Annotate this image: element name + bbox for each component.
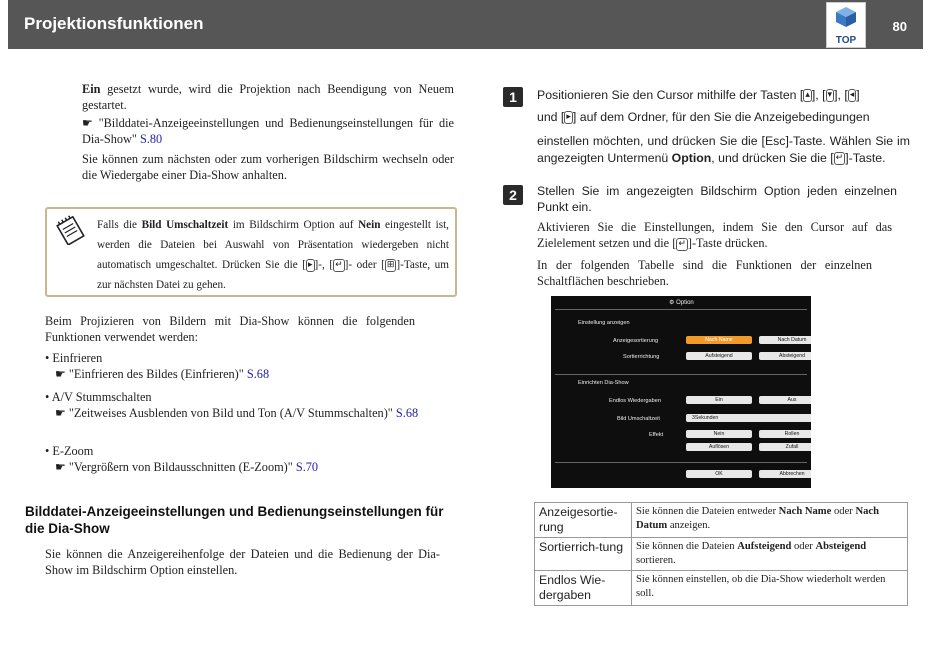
step-text: Positionieren Sie den Cursor mithilfe der Tasten [ ▴ ], [ ▾ ], [ ◂ ] und [ ▸ ] auf dem Ordner, für den Sie die Anzeigebedingungen <box>537 88 870 124</box>
paragraph: Sie können zum nächsten oder zum vorherigen Bildschirm wechseln oder die Wiedergabe einer Dia-Show anhalten. <box>82 152 454 182</box>
cross-reference <box>82 115 454 147</box>
page-link[interactable]: S.70 <box>295 460 319 474</box>
right-arrow-key-icon: ▸ <box>566 112 571 123</box>
page-title: Projektionsfunktionen <box>24 14 204 33</box>
page-down-key-icon: ⊞ <box>386 259 395 270</box>
cube-icon <box>835 6 857 28</box>
paragraph: In der folgenden Tabelle sind die Funktionen der einzelnen Schaltflächen beschrieben. <box>537 258 872 288</box>
top-label: TOP <box>835 35 857 46</box>
enter-key-icon: ↵ <box>335 259 343 270</box>
section-label: Einrichten Dia-Show <box>578 380 629 386</box>
table-value: Sie können einstellen, ob die Dia-Show wiederholt werden soll. <box>632 571 908 606</box>
option-button[interactable]: Auflösen <box>686 443 752 451</box>
ok-button[interactable]: OK <box>686 470 752 478</box>
top-link[interactable] <box>826 2 866 48</box>
right-arrow-key-icon: ▸ <box>308 259 313 270</box>
row-label: Bild Umschaltzeit <box>617 416 660 422</box>
note-text: Falls die Bild Umschaltzeit im Bildschirm Option auf Nein eingestellt ist, werden die Dateien bei Auswahl von Präsentation wiedergeben nicht automatisch umgeschaltet. Drücken Sie die [ ▸ ]-, [ ↵ ]- oder [ ⊞ ]-Taste, um zur nächsten Datei zu gehen. <box>97 219 449 291</box>
step-number: 1 <box>503 87 523 107</box>
section-label: Einstellung anzeigen <box>578 320 630 326</box>
text: gesetzt wurde, wird die Projektion nach Beendigung von Neuem gestartet. <box>82 82 454 112</box>
table-row <box>535 538 908 571</box>
divider <box>555 374 807 375</box>
page-link[interactable]: S.80 <box>139 132 163 146</box>
option-button[interactable]: Zufall <box>759 443 811 451</box>
divider <box>555 309 807 310</box>
step-number: 2 <box>503 185 523 205</box>
bold-ein: Ein <box>82 82 101 96</box>
divider <box>555 462 807 463</box>
table-value: Sie können die Dateien entweder Nach Name oder Nach Datum anzeigen. <box>632 503 908 538</box>
option-icon: ⚙ <box>669 300 675 306</box>
option-button[interactable]: Rollen <box>759 430 811 438</box>
note-box <box>45 207 457 297</box>
step-text-continued: einstellen möchten, und drücken Sie die [Esc]-Taste. Wählen Sie im angezeigten Untermenü Option, und drücken Sie die [ ↵ ]-Taste. <box>537 134 910 165</box>
option-screen <box>551 296 811 488</box>
left-arrow-key-icon: ◂ <box>849 90 855 101</box>
list-item: • E-Zoom ☛ "Vergrößern von Bildausschnitten (E-Zoom)" S.70 <box>45 444 319 474</box>
section-heading: Bilddatei-Anzeigeeinstellungen und Bedienungseinstellungen für die Dia-Show <box>25 504 444 536</box>
page-link[interactable]: S.68 <box>246 367 270 381</box>
page-number: 80 <box>892 19 907 34</box>
table-key: Sortierrich-tung <box>535 538 632 571</box>
paragraph-continued <box>82 81 454 113</box>
paragraph: Aktivieren Sie die Einstellungen, indem Sie den Cursor auf das Zielelement setzen und die [ ↵ ]-Taste drücken. <box>537 220 892 250</box>
down-arrow-key-icon: ▾ <box>827 90 833 101</box>
reference-text: "Bilddatei-Anzeigeeinstellungen und Bedienungseinstellungen für die Dia-Show" <box>82 116 454 146</box>
row-label: Effekt <box>649 432 664 438</box>
pointing-hand-icon: ☛ <box>55 367 66 381</box>
enter-key-icon: ↵ <box>835 153 844 164</box>
option-button[interactable]: Aufsteigend <box>686 352 752 360</box>
page-link[interactable]: S.68 <box>395 406 419 420</box>
time-selector[interactable]: 3Sekunden <box>686 414 811 422</box>
settings-table <box>534 502 908 606</box>
option-button[interactable]: Absteigend <box>759 352 811 360</box>
pointing-hand-icon: ☛ <box>55 406 66 420</box>
list-item: • Einfrieren ☛ "Einfrieren des Bildes (Einfrieren)" S.68 <box>45 351 270 381</box>
paragraph: Sie können die Anzeigereihenfolge der Dateien und die Bedienung der Dia-Show im Bildschirm Option einstellen. <box>45 547 440 577</box>
option-button[interactable]: Nein <box>686 430 752 438</box>
row-label: Anzeigesortierung <box>613 338 659 344</box>
option-button[interactable]: Aus <box>759 396 811 404</box>
cancel-button[interactable]: Abbrechen <box>759 470 811 478</box>
up-arrow-key-icon: ▴ <box>805 90 810 101</box>
notepad-icon <box>55 215 85 245</box>
table-row <box>535 503 908 538</box>
list-item: • A/V Stummschalten ☛ "Zeitweises Ausblenden von Bild und Ton (A/V Stummschalten)" S.68 <box>45 390 419 420</box>
option-button[interactable]: Ein <box>686 396 752 404</box>
screen-title: ⚙ Option <box>669 300 694 306</box>
table-key: Endlos Wie-dergaben <box>535 571 632 606</box>
page-header <box>8 0 923 49</box>
row-label: Sortierrichtung <box>623 354 660 360</box>
step-title: Stellen Sie im angezeigten Bildschirm Option jeden einzelnen Punkt ein. <box>537 184 897 214</box>
enter-key-icon: ↵ <box>678 238 686 249</box>
paragraph: Beim Projizieren von Bildern mit Dia-Show können die folgenden Funktionen verwendet werden: <box>45 314 415 344</box>
table-row <box>535 571 908 606</box>
pointing-hand-icon: ☛ <box>55 460 66 474</box>
table-key: Anzeigesortie-rung <box>535 503 632 538</box>
table-value: Sie können die Dateien Aufsteigend oder Absteigend sortieren. <box>632 538 908 571</box>
option-button[interactable]: Nach Datum <box>759 336 811 344</box>
option-button[interactable]: Nach Name <box>686 336 752 344</box>
pointing-hand-icon: ☛ <box>82 116 93 130</box>
row-label: Endlos Wiedergaben <box>609 398 661 404</box>
